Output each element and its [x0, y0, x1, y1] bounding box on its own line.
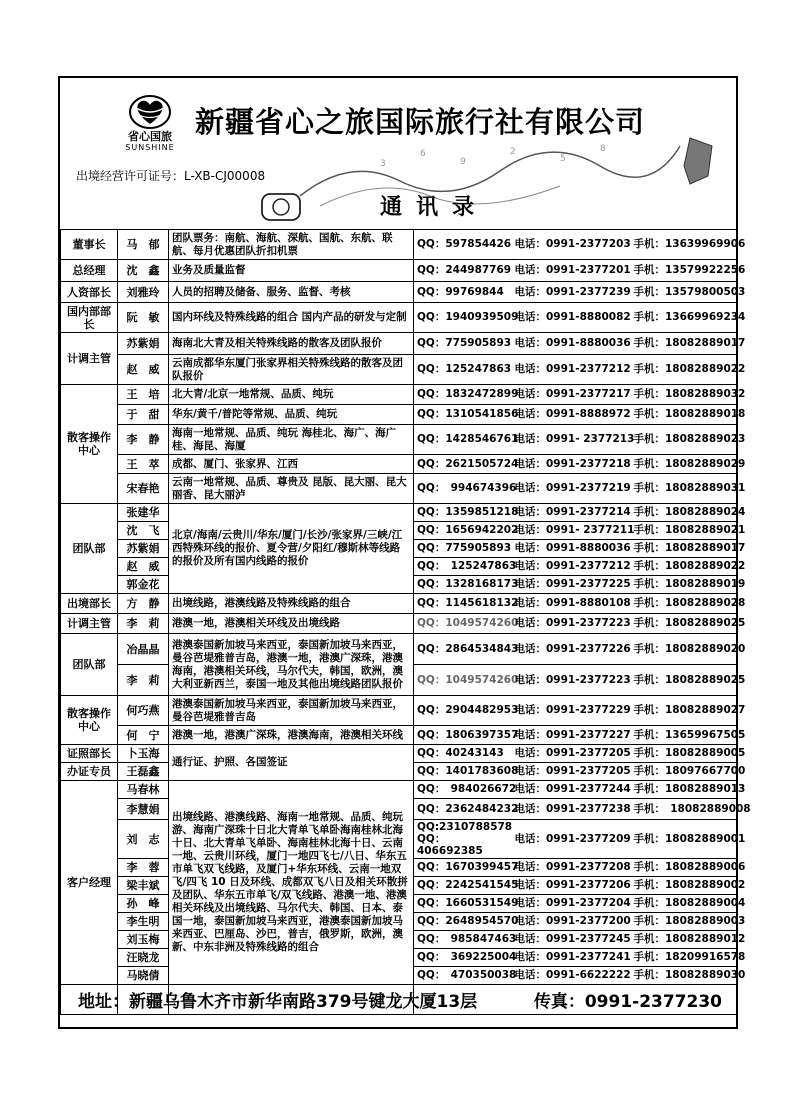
name-cell: 马晓倩 [118, 967, 169, 985]
tel-cell: 电话：0991-2377227 [512, 726, 631, 745]
role-cell: 总经理 [61, 260, 118, 282]
qq-cell: QQ：1656942202 [414, 522, 512, 540]
role-cell: 证照部长 [61, 745, 118, 763]
tel-cell: 电话：0991- 2377213 [512, 425, 631, 455]
table-row [61, 726, 737, 745]
name-cell: 方 静 [118, 594, 169, 614]
mobile-cell: 手机：18082889031 [631, 474, 737, 504]
desc-cell: 成都、厦门、张家界、江西 [169, 455, 414, 474]
mobile-cell: 手机：18082889027 [631, 696, 737, 726]
tel-cell: 电话：0991-2377223 [512, 614, 631, 634]
role-cell: 人资部长 [61, 282, 118, 303]
table-row [61, 614, 737, 634]
name-cell: 马春林 [118, 781, 169, 799]
name-cell: 王 萃 [118, 455, 169, 474]
mobile-cell: 手机：18082889029 [631, 455, 737, 474]
qq-cell: QQ：40243143 [414, 745, 512, 763]
desc-cell: 云南成都华东厦门张家界相关特殊线路的散客及团队报价 [169, 355, 414, 385]
table-row [61, 425, 737, 455]
name-cell: 李慧娟 [118, 799, 169, 820]
qq-cell: QQ:2310788578 QQ：406692385 [414, 820, 512, 859]
qq-cell: QQ：597854426 [414, 230, 512, 260]
svg-text:3: 3 [380, 159, 386, 169]
tel-cell: 电话：0991-2377212 [512, 558, 631, 576]
tel-cell: 电话：0991-2377229 [512, 696, 631, 726]
tel-cell: 电话：0991-2377203 [512, 230, 631, 260]
desc-cell: 出境线路，港澳线路及特殊线路的组合 [169, 594, 414, 614]
name-cell: 阮 敏 [118, 303, 169, 333]
address-text: 地址：新疆乌鲁木齐市新华南路379号键龙大厦13层 [78, 992, 478, 1012]
role-cell: 客户经理 [61, 781, 118, 985]
logo-cn-text: 省心国旅 [128, 130, 172, 143]
table-row [61, 474, 737, 504]
mobile-cell: 手机：18082889025 [631, 614, 737, 634]
qq-cell: QQ：1328168173 [414, 576, 512, 594]
role-cell: 团队部 [61, 634, 118, 696]
directory-subtitle: 通讯录 [380, 194, 489, 220]
desc-cell: 云南一地常规、品质、尊贵及 昆版、昆大丽、昆大丽香、昆大丽泸 [169, 474, 414, 504]
mobile-cell: 手机：18082889012 [631, 931, 737, 949]
table-row [61, 260, 737, 282]
qq-cell: QQ：125247863 [414, 355, 512, 385]
mobile-cell: 手机：18082889021 [631, 522, 737, 540]
name-cell: 刘玉梅 [118, 931, 169, 949]
tel-cell: 电话：0991-2377219 [512, 474, 631, 504]
mobile-cell: 手机：18082889003 [631, 913, 737, 931]
mobile-cell: 手机：18082889022 [631, 355, 737, 385]
mobile-cell: 手机：18082889018 [631, 405, 737, 425]
table-row [61, 230, 737, 260]
directory-page [58, 76, 751, 1029]
qq-cell: QQ：1359851218 [414, 504, 512, 522]
mobile-cell: 手机：18082889017 [631, 333, 737, 355]
table-row [61, 455, 737, 474]
qq-cell: QQ： 369225004 [414, 949, 512, 967]
svg-text:9: 9 [460, 157, 466, 167]
name-cell: 赵 威 [118, 355, 169, 385]
svg-text:2: 2 [510, 147, 516, 157]
tel-cell: 电话：0991-8880108 [512, 594, 631, 614]
qq-cell: QQ：775905893 [414, 333, 512, 355]
svg-text:5: 5 [560, 154, 566, 164]
name-cell: 马 郁 [118, 230, 169, 260]
footer [78, 987, 722, 1012]
svg-text:8: 8 [600, 144, 606, 154]
mobile-cell: 手机：13659967505 [631, 726, 737, 745]
desc-cell: 北大青/北京一地常规、品质、纯玩 [169, 385, 414, 405]
qq-cell: QQ：2362484232 [414, 799, 512, 820]
desc-cell: 出境线路、港澳线路、海南一地常规、品质、纯玩游、海南广深珠十日北大青单飞单卧海南桂林北海十日、北大青单飞单卧、海南桂林北海十日、云南一地、云贵川环线，厦门一地四飞七/八日、华东五市单飞双飞线路，及厦门+华东环线、云南一地双飞/四飞 10 日及环线、成都双飞八日及相关环散拼及团队、华东五市单飞/双飞线路、港澳一地、港澳相关环线及出境线路、马尔代夫、韩国、日本、泰国一地，泰国新加坡马来西亚，港澳泰国新加坡马来西亚、巴厘岛、沙巴，普吉，俄罗斯，欧洲，澳新、中东非洲及特殊线路的组合 [169, 781, 414, 985]
qq-cell: QQ： 984026672 [414, 781, 512, 799]
qq-cell: QQ： 994674396 [414, 474, 512, 504]
role-cell: 国内部部长 [61, 303, 118, 333]
name-cell: 李 莉 [118, 614, 169, 634]
qq-cell: QQ： 985847463 [414, 931, 512, 949]
mobile-cell: 手机：18082889006 [631, 859, 737, 877]
mobile-cell: 手机：18209916578 [631, 949, 737, 967]
qq-cell: QQ：2904482953 [414, 696, 512, 726]
tel-cell: 电话：0991-2377209 [512, 820, 631, 859]
mobile-cell: 手机：13579800503 [631, 282, 737, 303]
qq-cell: QQ：1310541856 [414, 405, 512, 425]
tel-cell: 电话：0991- 2377211 [512, 522, 631, 540]
tel-cell: 电话：0991-2377223 [512, 665, 631, 696]
desc-cell: 国内环线及特殊线路的组合 国内产品的研发与定制 [169, 303, 414, 333]
table-row [61, 594, 737, 614]
mobile-cell: 手机：18082889019 [631, 576, 737, 594]
table-row [61, 781, 737, 799]
name-cell: 苏紫娟 [118, 333, 169, 355]
tel-cell: 电话：0991-2377205 [512, 745, 631, 763]
mobile-cell: 手机：18082889024 [631, 504, 737, 522]
table-row [61, 355, 737, 385]
name-cell: 卜玉海 [118, 745, 169, 763]
desc-cell: 人员的招聘及储备、服务、监督、考核 [169, 282, 414, 303]
mobile-cell: 手机：18082889028 [631, 594, 737, 614]
tel-cell: 电话：0991-2377241 [512, 949, 631, 967]
role-cell: 散客操作中心 [61, 385, 118, 504]
name-cell: 冶晶晶 [118, 634, 169, 665]
name-cell: 李生明 [118, 913, 169, 931]
name-cell: 郭金花 [118, 576, 169, 594]
qq-cell: QQ：99769844 [414, 282, 512, 303]
desc-cell: 港澳一地，港澳广深珠，港澳海南，港澳相关环线 [169, 726, 414, 745]
qq-cell: QQ：1145618132 [414, 594, 512, 614]
name-cell: 孙 峰 [118, 895, 169, 913]
qq-cell: QQ：244987769 [414, 260, 512, 282]
mobile-cell: 手机：18082889030 [631, 967, 737, 985]
name-cell: 何巧燕 [118, 696, 169, 726]
mobile-cell: 手机：13579922256 [631, 260, 737, 282]
heart-globe-icon [128, 94, 172, 130]
qq-cell: QQ：1670399457 [414, 859, 512, 877]
desc-cell: 华东/黄千/普陀等常规、品质、纯玩 [169, 405, 414, 425]
tel-cell: 电话：0991-2377225 [512, 576, 631, 594]
name-cell: 王磊鑫 [118, 763, 169, 781]
mobile-cell: 手机：13639969906 [631, 230, 737, 260]
qq-cell: QQ：2648954570 [414, 913, 512, 931]
name-cell: 汪晓龙 [118, 949, 169, 967]
desc-cell: 港澳一地，港澳相关环线及出境线路 [169, 614, 414, 634]
mobile-cell: 手机：13669969234 [631, 303, 737, 333]
table-row [61, 696, 737, 726]
tel-cell: 电话：0991-2377245 [512, 931, 631, 949]
mobile-cell: 手机：18082889017 [631, 540, 737, 558]
name-cell: 宋春艳 [118, 474, 169, 504]
tel-cell: 电话：0991-8880082 [512, 303, 631, 333]
qq-cell: QQ：1428546761 [414, 425, 512, 455]
table-row [61, 405, 737, 425]
tel-cell: 电话：0991-2377244 [512, 781, 631, 799]
mobile-cell: 手机：18082889013 [631, 781, 737, 799]
qq-cell: QQ：1806397357 [414, 726, 512, 745]
table-row [61, 282, 737, 303]
name-cell: 于 甜 [118, 405, 169, 425]
table-row [61, 385, 737, 405]
role-cell: 办证专员 [61, 763, 118, 781]
desc-cell: 港澳泰国新加坡马来西亚，泰国新加坡马来西亚，曼谷芭堤雅普吉岛，港澳一地，港澳广深珠，港澳海南，港澳相关环线，马尔代夫，韩国，欧洲，澳大利亚新西兰，泰国一地及其他出境线路团队报价 [169, 634, 414, 696]
tel-cell: 电话：0991-8888972 [512, 405, 631, 425]
tel-cell: 电话：0991-2377238 [512, 799, 631, 820]
mobile-cell: 手机： 18082889008 [631, 799, 737, 820]
qq-cell: QQ： 470350038 [414, 967, 512, 985]
mobile-cell: 手机：18082889020 [631, 634, 737, 665]
license-number: 出境经营许可证号：L-XB-CJ00008 [76, 169, 266, 183]
telephone-decoration-icon [260, 136, 730, 226]
mobile-cell: 手机：18097667700 [631, 763, 737, 781]
desc-cell: 通行证、护照、各国签证 [169, 745, 414, 781]
mobile-cell: 手机：18082889032 [631, 385, 737, 405]
role-cell: 计调主管 [61, 614, 118, 634]
logo-en-text: SUNSHINE [125, 143, 175, 152]
tel-cell: 电话：0991-2377205 [512, 763, 631, 781]
role-cell: 计调主管 [61, 333, 118, 385]
contact-table [60, 229, 751, 1015]
tel-cell: 电话：0991-2377212 [512, 355, 631, 385]
tel-cell: 电话：0991-2377217 [512, 385, 631, 405]
mobile-cell: 手机：18082889022 [631, 558, 737, 576]
fax-text: 传真：0991-2377230 [533, 992, 722, 1012]
name-cell: 王 培 [118, 385, 169, 405]
tel-cell: 电话：0991-2377201 [512, 260, 631, 282]
qq-cell: QQ：2621505724 [414, 455, 512, 474]
name-cell: 刘 志 [118, 820, 169, 859]
table-row [61, 634, 737, 665]
tel-cell: 电话：0991-8880036 [512, 540, 631, 558]
name-cell: 李 蓉 [118, 859, 169, 877]
name-cell: 张建华 [118, 504, 169, 522]
table-row [61, 745, 737, 763]
tel-cell: 电话：0991-2377206 [512, 877, 631, 895]
desc-cell: 北京/海南/云贵川/华东/厦门/长沙/张家界/三峡/江西特殊环线的报价、夏令营/夕阳红/穆斯林等线路的报价及所有国内线路的报价 [169, 504, 414, 594]
qq-cell: QQ： 125247863 [414, 558, 512, 576]
qq-cell: QQ：1401783608 [414, 763, 512, 781]
tel-cell: 电话：0991-2377226 [512, 634, 631, 665]
desc-cell: 港澳泰国新加坡马来西亚，泰国新加坡马来西亚，曼谷芭堤雅普吉岛 [169, 696, 414, 726]
mobile-cell: 手机：18082889004 [631, 895, 737, 913]
desc-cell: 海南一地常规、品质、纯玩 海桂北、海广、海广桂、海昆、海厦 [169, 425, 414, 455]
name-cell: 梁丰斌 [118, 877, 169, 895]
name-cell: 李 静 [118, 425, 169, 455]
name-cell: 何 宁 [118, 726, 169, 745]
tel-cell: 电话：0991-2377239 [512, 282, 631, 303]
table-row [61, 504, 737, 522]
desc-cell: 海南北大青及相关特殊线路的散客及团队报价 [169, 333, 414, 355]
qq-cell: QQ：2242541545 [414, 877, 512, 895]
company-logo [120, 94, 180, 153]
mobile-cell: 手机：18082889025 [631, 665, 737, 696]
role-cell: 散客操作中心 [61, 696, 118, 745]
table-row [61, 333, 737, 355]
tel-cell: 电话：0991-6622222 [512, 967, 631, 985]
qq-cell: QQ：1049574260 [414, 614, 512, 634]
table-row [61, 303, 737, 333]
mobile-cell: 手机：18082889002 [631, 877, 737, 895]
qq-cell: QQ：2864534843 [414, 634, 512, 665]
desc-cell: 业务及质量监督 [169, 260, 414, 282]
mobile-cell: 手机：18082889023 [631, 425, 737, 455]
role-cell: 出境部长 [61, 594, 118, 614]
role-cell: 董事长 [61, 230, 118, 260]
tel-cell: 电话：0991-8880036 [512, 333, 631, 355]
svg-text:6: 6 [420, 149, 426, 159]
mobile-cell: 手机：18082889001 [631, 820, 737, 859]
tel-cell: 电话：0991-2377208 [512, 859, 631, 877]
name-cell: 李 莉 [118, 665, 169, 696]
name-cell: 沈 飞 [118, 522, 169, 540]
name-cell: 赵 威 [118, 558, 169, 576]
name-cell: 刘雅玲 [118, 282, 169, 303]
tel-cell: 电话：0991-2377218 [512, 455, 631, 474]
qq-cell: QQ：1660531549 [414, 895, 512, 913]
qq-cell: QQ：1832472899 [414, 385, 512, 405]
name-cell: 沈 鑫 [118, 260, 169, 282]
tel-cell: 电话：0991-2377204 [512, 895, 631, 913]
tel-cell: 电话：0991-2377214 [512, 504, 631, 522]
tel-cell: 电话：0991-2377200 [512, 913, 631, 931]
company-title: 新疆省心之旅国际旅行社有限公司 [195, 105, 646, 139]
qq-cell: QQ：1940939509 [414, 303, 512, 333]
mobile-cell: 手机：18082889005 [631, 745, 737, 763]
role-cell: 团队部 [61, 504, 118, 594]
qq-cell: QQ：775905893 [414, 540, 512, 558]
qq-cell: QQ：1049574260 [414, 665, 512, 696]
desc-cell: 团队票务：南航、海航、深航、国航、东航、联航、每月优惠团队折扣机票 [169, 230, 414, 260]
name-cell: 苏紫娟 [118, 540, 169, 558]
